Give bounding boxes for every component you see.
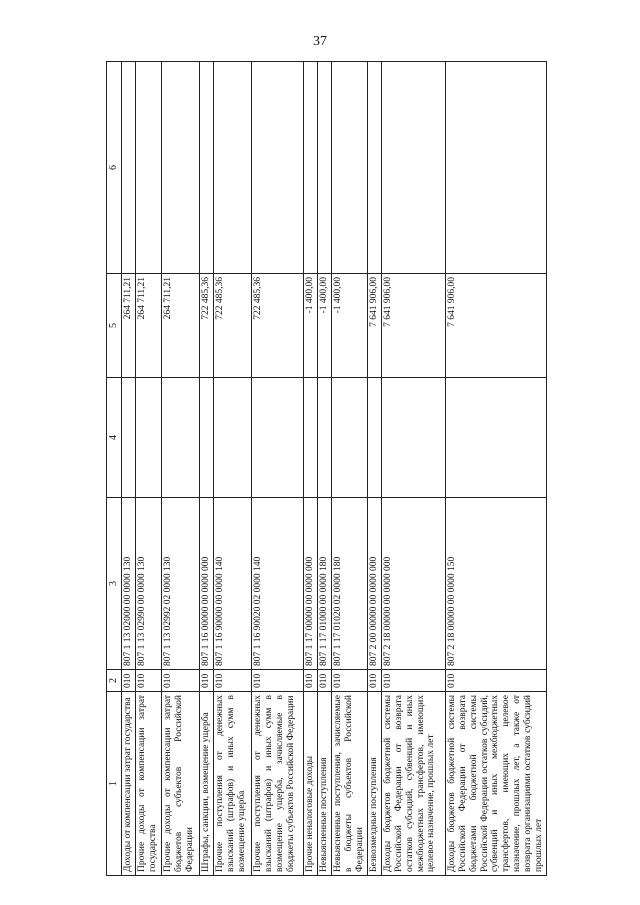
financial-table (106, 61, 547, 876)
header-col-1: 1 (107, 692, 122, 876)
row-col6 (367, 62, 381, 274)
row-code: 010 (332, 670, 368, 692)
row-amount: 722 485,36 (200, 274, 214, 378)
row-col6 (445, 62, 546, 274)
row-amount: -1 400,00 (332, 274, 368, 378)
table-header-row (107, 62, 122, 876)
row-col6 (318, 62, 332, 274)
row-kbk: 807 1 17 01000 00 0000 180 (318, 498, 332, 670)
row-name: Доходы от компенсации затрат государства (122, 692, 136, 876)
table-row (445, 62, 546, 876)
row-col4 (136, 378, 162, 498)
row-name: Невыясненные поступления, зачисляемые в бюджеты субъектов Российской Федерации (332, 692, 368, 876)
row-col6 (332, 62, 368, 274)
header-col-3: 3 (107, 498, 122, 670)
row-code: 010 (200, 670, 214, 692)
row-code: 010 (318, 670, 332, 692)
row-kbk: 807 1 17 01020 02 0000 180 (332, 498, 368, 670)
row-name: Невыясненные поступления (318, 692, 332, 876)
row-amount: 7 641 906,00 (381, 274, 445, 378)
row-code: 010 (367, 670, 381, 692)
row-kbk: 807 1 16 90000 00 0000 140 (214, 498, 252, 670)
row-col6 (381, 62, 445, 274)
row-col6 (200, 62, 214, 274)
row-code: 010 (136, 670, 162, 692)
row-kbk: 807 2 18 00000 00 0000 000 (381, 498, 445, 670)
row-kbk: 807 1 13 02990 00 0000 130 (136, 498, 162, 670)
row-col4 (367, 378, 381, 498)
table-row (381, 62, 445, 876)
row-amount: 264 711,21 (162, 274, 200, 378)
table-row (318, 62, 332, 876)
row-col6 (136, 62, 162, 274)
row-kbk: 807 2 00 00000 00 0000 000 (367, 498, 381, 670)
row-name: Прочие поступления от денежных взысканий (штрафов) и иных сумм в возмещение ущерба (214, 692, 252, 876)
row-col4 (332, 378, 368, 498)
row-kbk: 807 1 13 02000 00 0000 130 (122, 498, 136, 670)
row-col4 (122, 378, 136, 498)
row-col4 (214, 378, 252, 498)
row-name: Штрафы, санкции, возмещение ущерба (200, 692, 214, 876)
row-name: Безвозмездные поступления (367, 692, 381, 876)
header-col-4: 4 (107, 378, 122, 498)
table-row (214, 62, 252, 876)
row-amount: 7 641 906,00 (367, 274, 381, 378)
row-col6 (252, 62, 304, 274)
row-col6 (122, 62, 136, 274)
row-kbk: 807 1 13 02992 02 0000 130 (162, 498, 200, 670)
row-code: 010 (252, 670, 304, 692)
row-col4 (200, 378, 214, 498)
header-col-5: 5 (107, 274, 122, 378)
row-col4 (304, 378, 318, 498)
row-col6 (162, 62, 200, 274)
table-row (252, 62, 304, 876)
page-number: 37 (313, 34, 327, 49)
row-kbk: 807 1 16 00000 00 0000 000 (200, 498, 214, 670)
header-col-6: 6 (107, 62, 122, 274)
row-code: 010 (445, 670, 546, 692)
row-col6 (214, 62, 252, 274)
table-row (200, 62, 214, 876)
row-name: Прочие поступления от денежных взысканий (штрафов) и иных сумм в возмещение ущерба, зачисляемые в бюджеты субъектов Российской Федерации (252, 692, 304, 876)
row-amount: 264 711,21 (122, 274, 136, 378)
row-col4 (445, 378, 546, 498)
row-col4 (252, 378, 304, 498)
row-kbk: 807 2 18 00000 00 0000 150 (445, 498, 546, 670)
table-row (136, 62, 162, 876)
row-code: 010 (214, 670, 252, 692)
row-kbk: 807 1 16 90020 02 0000 140 (252, 498, 304, 670)
row-code: 010 (162, 670, 200, 692)
row-code: 010 (381, 670, 445, 692)
row-amount: 264 711,21 (136, 274, 162, 378)
row-amount: 722 485,36 (214, 274, 252, 378)
row-col4 (381, 378, 445, 498)
row-name: Прочие доходы от компенсации затрат государства (136, 692, 162, 876)
row-col6 (304, 62, 318, 274)
table-row (304, 62, 318, 876)
row-amount: -1 400,00 (304, 274, 318, 378)
row-code: 010 (304, 670, 318, 692)
row-name: Прочие неналоговые доходы (304, 692, 318, 876)
table-row (332, 62, 368, 876)
row-kbk: 807 1 17 00000 00 0000 000 (304, 498, 318, 670)
rotated-table-container (106, 62, 545, 876)
row-amount: -1 400,00 (318, 274, 332, 378)
row-col4 (162, 378, 200, 498)
row-name: Прочие доходы от компенсации затрат бюджетов субъектов Российской Федерации (162, 692, 200, 876)
header-col-2: 2 (107, 670, 122, 692)
row-name: Доходы бюджетов бюджетной системы Российской Федерации от возврата бюджетами бюджетной системы Российской Федерации остатков субсидий, субвенций и иных межбюджетных трансфертов, имеющих целевое назначение, прошлых лет, а также от возврата организациями остатков субсидий прошлых лет (445, 692, 546, 876)
row-amount: 722 485,36 (252, 274, 304, 378)
row-name: Доходы бюджетов бюджетной системы Российской Федерации от возврата остатков субсидий, субвенций и иных межбюджетных трансфертов, имеющих целевое назначение, прошлых лет (381, 692, 445, 876)
row-code: 010 (122, 670, 136, 692)
row-amount: 7 641 906,00 (445, 274, 546, 378)
table-row (122, 62, 136, 876)
row-col4 (318, 378, 332, 498)
table-row (162, 62, 200, 876)
table-row (367, 62, 381, 876)
